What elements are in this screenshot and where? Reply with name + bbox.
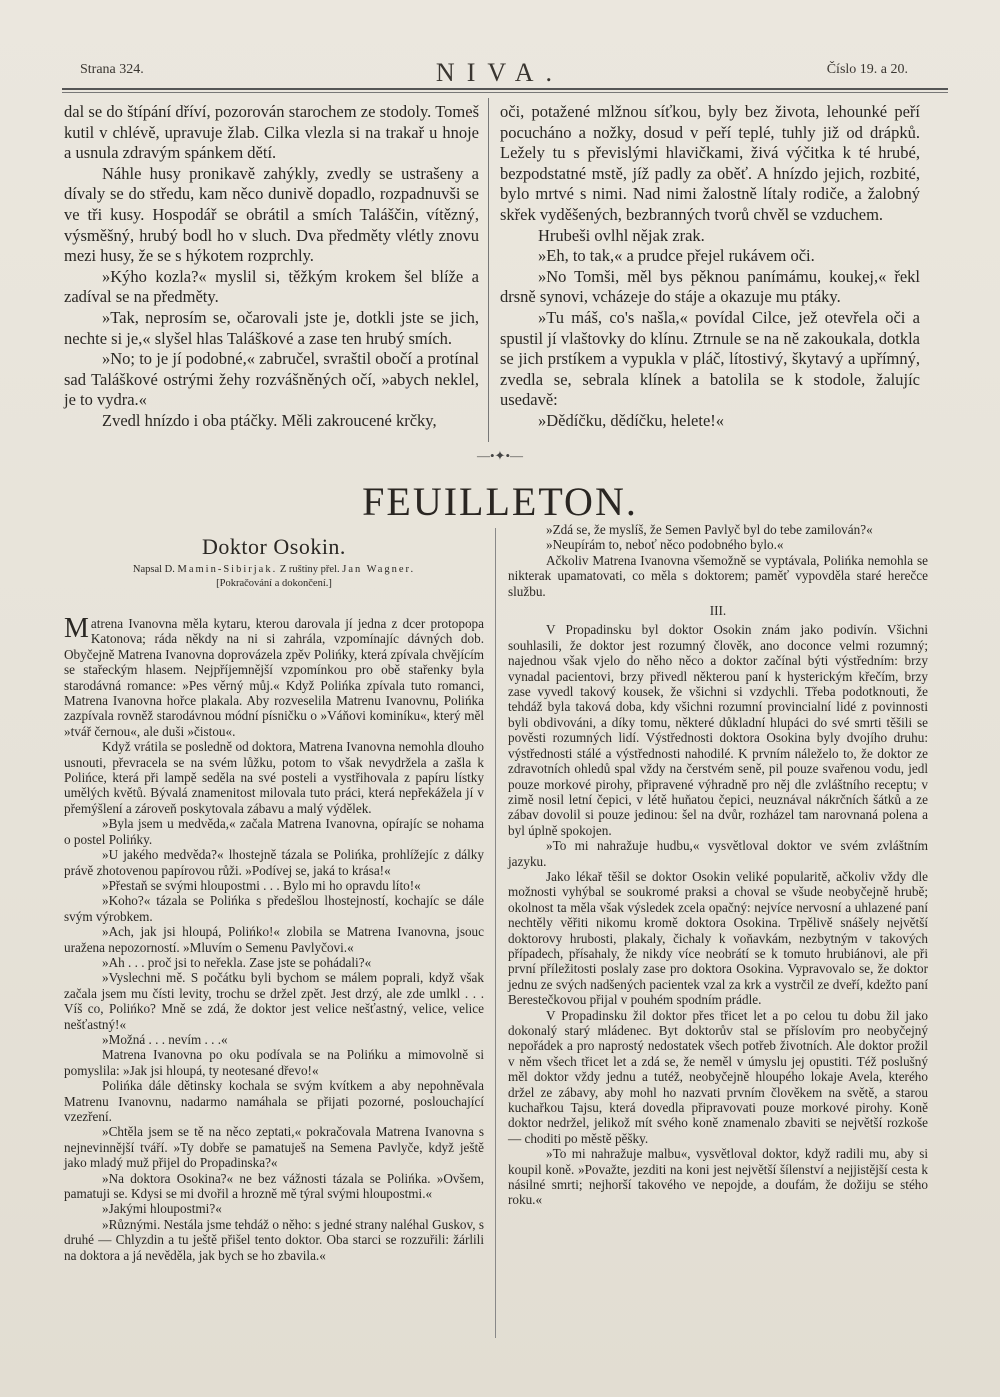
paragraph: »No Tomši, měl bys pěknou panímámu, koukej,« řekl drsně synovi, vcházeje do stáje a okazuje mu ptáky. — [500, 266, 920, 307]
byline — [64, 563, 484, 576]
paragraph: »Jakými hloupostmi?« — [102, 1201, 222, 1217]
paragraph: Když vrátila se posledně od doktora, Matrena Ivanovna nemohla dlouho usnouti, převracela se na svém lůžku, potom to však nevydržela a zašla k Polińce, která při lampě seděla na své posteli a vystřihovala z papíru lístky umělých květů. Bývalá znamenitost milovala tuto práci, která nepřekážela jí v přemýšlení a zároveň poskytovala zábavu a malý výdělek. — [64, 739, 484, 816]
column-divider-bottom — [495, 528, 496, 1338]
story-title: Doktor Osokin. — [202, 534, 346, 559]
drop-cap: M — [64, 613, 89, 644]
paragraph: oči, potažené mlžnou síťkou, byly bez života, lehounké peří pocucháno a nožky, dosud v peří teplé, tuhly již od drápků. Ležely tu s převislými hlavičkami, živá výčitka k té hrubé, bezpodstatné mstě, jíž padly za oběť. A hnízdo jejich, rozbité, bylo mrtvé s nimi. Nad nimi žalostně lítaly rodiče, a žalobný skřek vyděšených, bezbranných tvorů chvěl se vzduchem. — [500, 102, 920, 224]
magazine-title: NIVA. — [435, 58, 565, 87]
issue-number: Číslo 19. a 20. — [826, 62, 908, 77]
paragraph: V Propadinsku byl doktor Osokin znám jako podivín. Všichni souhlasili, že doktor jest rozumný člověk, ano doconce velmi rozumný; najednou však vjelo do něho něco a doktor začínal býti výstředním: brzy vynadal pacientovi, brzy přivedl některou paní k hysterickým křečím, brzy zase vyvedl takový kousek, že všichni si vzdychli. Třeba podotknouti, že tehdáž byla taková doba, kdy všichni rozumní provincialní lidé z povinnosti byli obdivováni, a díky tomu, některé důkladní hlupáci do své smrti těšili se pověsti rozumných lidí. Výstřednosti doktora Osokina byly dvojího druhu: výstřednosti stálé a výstřednosti nahodilé. K prvním náleželo to, že doktor ze zdravotních ohledů spal vždy na čerstvém seně, pil pouze svařenou vodu, jedl pouze morkové pirohy, připravené výhradně pro něj dle zvláštního receptu; v zimě nosil letní čepici, v létě huňatou čepici, neuznával nákrčních šátků a ze zábav dovolil si pouze jedinou: šel na dvůr, rozházel tam narovnaná polena a byl úplně spokojen. — [508, 622, 928, 838]
paragraph: »Tu máš, co's našla,« povídal Cilce, jež otevřela oči a spustil jí vlaštovky do klínu. Ztrnule se na ně zakoukala, dotkla se jich prstíkem a vypukla v pláč, lítostivý, škytavý a upřímný, zvedla se, sebrala klínek a batolila se k stodole, žalujíc usedavě: — [500, 307, 920, 410]
paragraph: »U jakého medvěda?« lhostejně tázala se Polińka, prohlížejíc z dálky právě zhotovenou papírovou růži. »Podívej se, jaká to krása!« — [64, 847, 484, 878]
paragraph: Polińka dále dětinsky kochala se svým kvítkem a aby nepohněvala Matrenu Ivanovnu, nadarmo namáhala se přijati pozorné, poslouchající vzezření. — [64, 1078, 484, 1124]
column-divider-top — [488, 98, 489, 442]
paragraph: »Vyslechni mě. S počátku byli bychom se málem poprali, když však začala jsem mu čísti levity, trochu se držel zpět. Jest drzý, ale zde umlkl . . . Víš co, Polińko? Mně se zdá, že doktor jest velice nešťastný, velice, velice nešťastný!« — [64, 970, 484, 1032]
paragraph: Náhle husy pronikavě zahýkly, zvedly se ustrašeny a dívaly se do středu, kam něco dunivě dopadlo, rozpadnuvši se ve tři kusy. Hospodář se obrátil a smích Taláščin, vítězný, výsměšný, hrubý bodl ho v sluch. Dva předměty vlétly znovu mezi husy, že se s hýkotem rozprchly. — [64, 163, 479, 266]
chapter-number: III. — [709, 603, 727, 619]
paragraph: Jako lékař těšil se doktor Osokin veliké popularitě, ačkoliv vždy dle možnosti vyhýbal se soukromé praksi a choval se všude neobyčejně hrubě; okolnost ta měla však výsledek zcela opačný: nejvíce nervosní a uhlazené paní nechtěly věřiti nikomu kromě doktora Osokina. Trpělivě snášely největší doktorovy hrubosti, plakaly, čichaly k voňavkám, nezbytným v takových případech, přísahaly, že nikdy více neobrátí se k tomuto hrubiánovi, ale při první příležitosti poslaly zase pro doktora Osokina. Vypravovalo se, že doktor jednu ze svých nadšených pacientek vzal za krk a vystrčil ze dveří, kdežto paní Berestečkovou přijal v pouhém spodním prádle. — [508, 868, 928, 1008]
translator-name: Jan Wagner. — [342, 564, 416, 575]
bottom-right-part-a — [508, 522, 928, 599]
paragraph: »Přestaň se svými hloupostmi . . . Bylo mi ho opravdu líto!« — [102, 877, 421, 893]
paragraph: »Ah . . . proč jsi to neřekla. Zase jste se pohádali?« — [102, 954, 372, 970]
paragraph: »Kýho kozla?« myslil si, těžkým krokem šel blíže a zadíval se na předměty. — [64, 266, 479, 307]
paragraph: »Neupírám to, neboť něco podobného bylo.« — [546, 537, 784, 553]
paragraph: Ačkoliv Matrena Ivanovna všemožně se vyptávala, Polińka nemohla se nikterak upamatovati, co měla s doktorem; paměť vypovděla staré herečce službu. — [508, 552, 928, 599]
paragraph: dal se do štípání dříví, pozorován starochem ze stodoly. Tomeš kutil v chlévě, upravuje žlab. Cilka vlezla si na trakař u hnoje a usnula zdravým spánkem dětí. — [64, 102, 479, 163]
paragraph: »Na doktora Osokina?« ne bez vážnosti tázala se Polińka. »Ovšem, pamatuji se. Kdysi se mi dvořil a hrozně mě týral svými hloupostmi.« — [64, 1170, 484, 1202]
paragraph: »Zdá se, že myslíš, že Semen Pavlyč byl do tebe zamilován?« — [546, 522, 873, 537]
byline-prefix: Napsal D. — [132, 564, 175, 575]
paragraph: »To mi nahražuje hudbu,« vysvětloval doktor ve svém zvláštním jazyku. — [508, 838, 928, 869]
paragraph: »Různými. Nestála jsme tehdáž o něho: s jedné strany naléhal Guskov, s druhé — Chlyzdin a tu ještě přišel tento doktor. Oba starci se rozzuřili: žárlili na doktora a já nevěděla, jak bych se ho zbavila.« — [64, 1216, 484, 1263]
paragraph: »Možná . . . nevím . . .« — [102, 1031, 228, 1047]
paragraph: Matrena Ivanovna po oku podívala se na Polińku a mimovolně si pomyslila: »Jak jsi hloupá, ty neotesané dřevo!« — [64, 1047, 484, 1078]
paragraph: Hrubeši ovlhl nějak zrak. — [538, 225, 705, 245]
author-name: Mamin-Sibirjak. — [177, 564, 278, 575]
paragraph: »Dědíčku, dědíčku, helete!« — [538, 410, 725, 430]
paragraph: »Eh, to tak,« a prudce přejel rukávem oči. — [538, 246, 815, 266]
byline-translation: Z ruštiny přel. — [279, 564, 340, 575]
header-rule-thin — [62, 92, 948, 93]
section-heading: FEUILLETON. — [362, 479, 638, 524]
paragraph: »No; to je jí podobné,« zabručel, svraštil obočí a protínal sad Taláškové ostrými žehy rozvášněných očí, »abych neklel, je to vydra.« — [64, 349, 479, 410]
bottom-right-column — [508, 522, 928, 1208]
continuation-note: [Pokračování a dokončení.] — [216, 578, 332, 589]
paragraph: »To mi nahražuje malbu«, vysvětloval doktor, když radili mu, aby si koupil koně. »Považte, jezditi na koni jest největší šílenství a nejjistější cesta k násilné smrti; nejhorší takového ve nepojde, a doufám, že dožiju se stého roku.« — [508, 1146, 928, 1208]
header-rule — [62, 88, 948, 90]
paragraph: »Byla jsem u medvěda,« začala Matrena Ivanovna, opírajíc se nohama o postel Polińky. — [64, 816, 484, 847]
paragraph: Zvedl hnízdo i oba ptáčky. Měli zakroucené krčky, — [102, 410, 437, 430]
paragraph: Matrena Ivanovna měla kytaru, kterou darovala jí jedna z dcer protopopa Katonova; ráda někdy na ni si zahrála, vzpomínajíc dávných dob. Obyčejně Matrena Ivanovna doprovázela zpěv Polińky, která zpívala chvějícím se stařeckým hlasem. Nejpříjemnější vzpomínkou pro obě stařenky byla starodávná romance: »Pes věrný můj.« Když Polińka zpívala tuto romanci, Matrena Ivanovna hořce plakala. Aby rozveselila Matrenu Ivanovnu, Polińka zazpívala rovněž starodávnou módní písničku o »Váňovi kominíku«, který měl »tvář černou«, ale duši »čistou«. — [64, 613, 484, 739]
page-number: Strana 324. — [80, 62, 144, 77]
top-right-column — [500, 102, 920, 432]
paragraph: »Koho?« tázala se Polińka s předešlou lhostejností, kochajíc se dále svým výrobkem. — [64, 893, 484, 924]
ornament-divider: —•✦•— — [477, 448, 523, 463]
paragraph: V Propadinsku žil doktor přes třicet let a po celou tu dobu žil jako dokonalý starý mládenec. Byt doktorův stal se příslovím pro neobyčejný nepořádek a pro naprostý nedostatek všech potřeb životních. Ale doktor prožil v něm všech třicet let a zdá se, že neměl v úmyslu jej opustiti. Též poslušný měl doktor vždy jednu a tutéž, neobyčejně hloupého lokaje Avela, kterého držel ze zábavy, aby mohl ho nazvati prvním člověkem na světě, a starou kuchařkou Tajsu, která dovedla připravovati pouze morkové pirohy. Koně doktor nedržel, jelikož mít svého koně znamenalo zbaviti se největší rozkoše — choditi po městě pěšky. — [508, 1007, 928, 1146]
paragraph: »Chtěla jsem se tě na něco zeptati,« pokračovala Matrena Ivanovna s nejnevinnější tváří. »Ty dobře se pamatuješ na Semena Pavlyče, když ještě jako mladý muž přijel do Propadinska?« — [64, 1124, 484, 1171]
bottom-right-part-b — [508, 622, 928, 1207]
paragraph: »Ach, jak jsi hloupá, Polińko!« zlobila se Matrena Ivanovna, jsouc uražena nepozorností. »Mluvím o Semenu Pavlyčovi.« — [64, 924, 484, 955]
bottom-left-column — [64, 613, 484, 1263]
top-left-column — [64, 102, 479, 432]
paragraph: »Tak, neprosím se, očarovali jste je, dotkli jste se jich, nechte si je,« slyšel hlas Taláškové a zase ten hrubý smích. — [64, 307, 479, 348]
